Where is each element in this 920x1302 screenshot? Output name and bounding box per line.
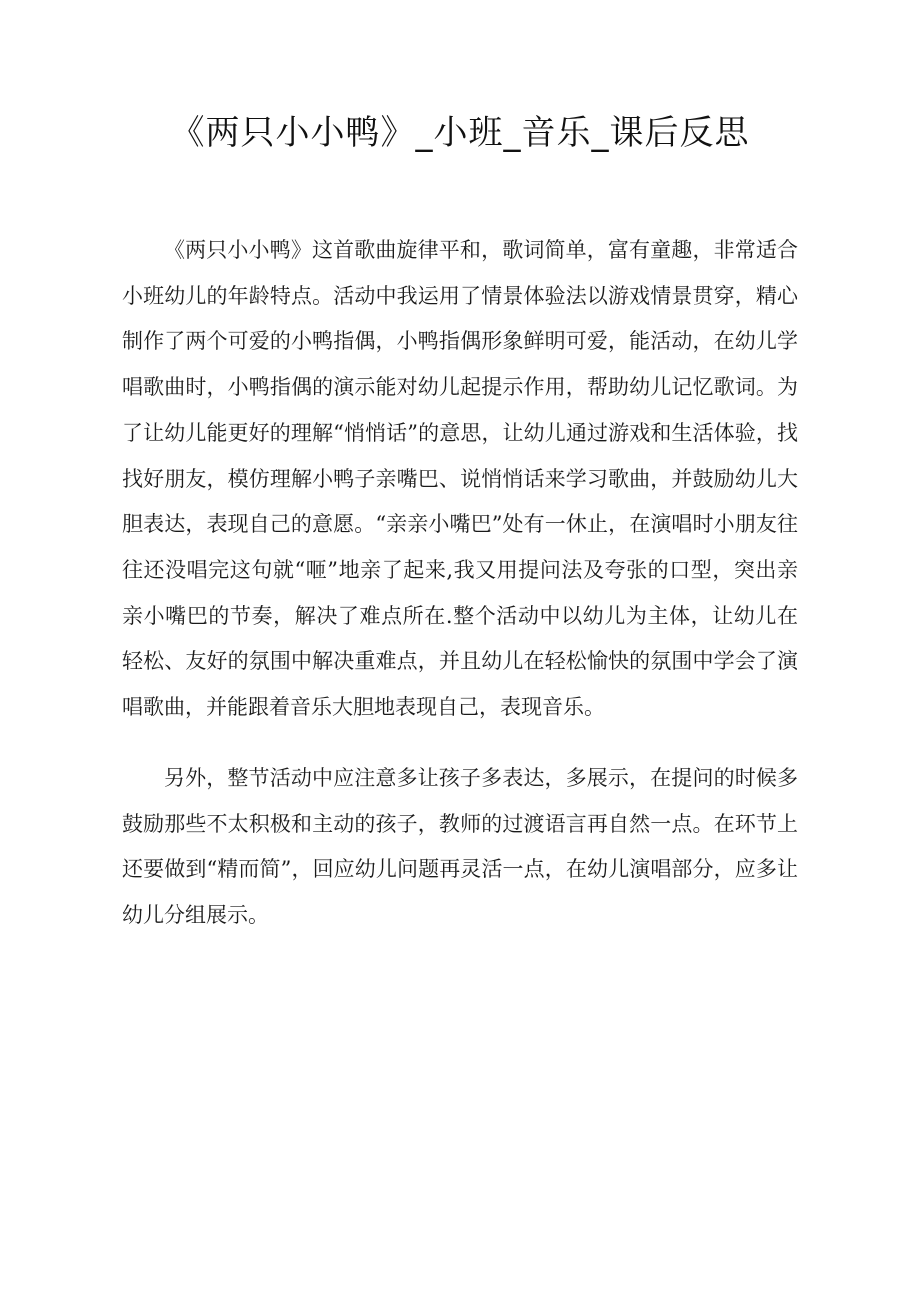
paragraph-reflection-improvements: 另外，整节活动中应注意多让孩子多表达，多展示，在提问的时候多鼓励那些不太积极和主动的孩子，教师的过渡语言再自然一点。在环节上还要做到“精而简”，回应幼儿问题再灵活一点，在幼儿演唱部分，应多让幼儿分组展示。 xyxy=(122,766,798,928)
document-title: 《两只小小鸭》_小班_音乐_课后反思 xyxy=(170,113,750,153)
paragraph-reflection-main: 《两只小小鸭》这首歌曲旋律平和，歌词简单，富有童趣，非常适合小班幼儿的年龄特点。活动中我运用了情景体验法以游戏情景贯穿，精心制作了两个可爱的小鸭指偶，小鸭指偶形象鲜明可爱，能活动，在幼儿学唱歌曲时，小鸭指偶的演示能对幼儿起提示作用，帮助幼儿记忆歌词。为了让幼儿能更好的理解“悄悄话”的意思，让幼儿通过游戏和生活体验，找找好朋友，模仿理解小鸭子亲嘴巴、说悄悄话来学习歌曲，并鼓励幼儿大胆表达，表现自己的意愿。“亲亲小嘴巴”处有一休止，在演唱时小朋友往往还没唱完这句就“咂”地亲了起来,我又用提问法及夸张的口型，突出亲亲小嘴巴的节奏，解决了难点所在.整个活动中以幼儿为主体，让幼儿在轻松、友好的氛围中解决重难点，并且幼儿在轻松愉快的氛围中学会了演唱歌曲，并能跟着音乐大胆地表现自己，表现音乐。 xyxy=(122,238,798,720)
